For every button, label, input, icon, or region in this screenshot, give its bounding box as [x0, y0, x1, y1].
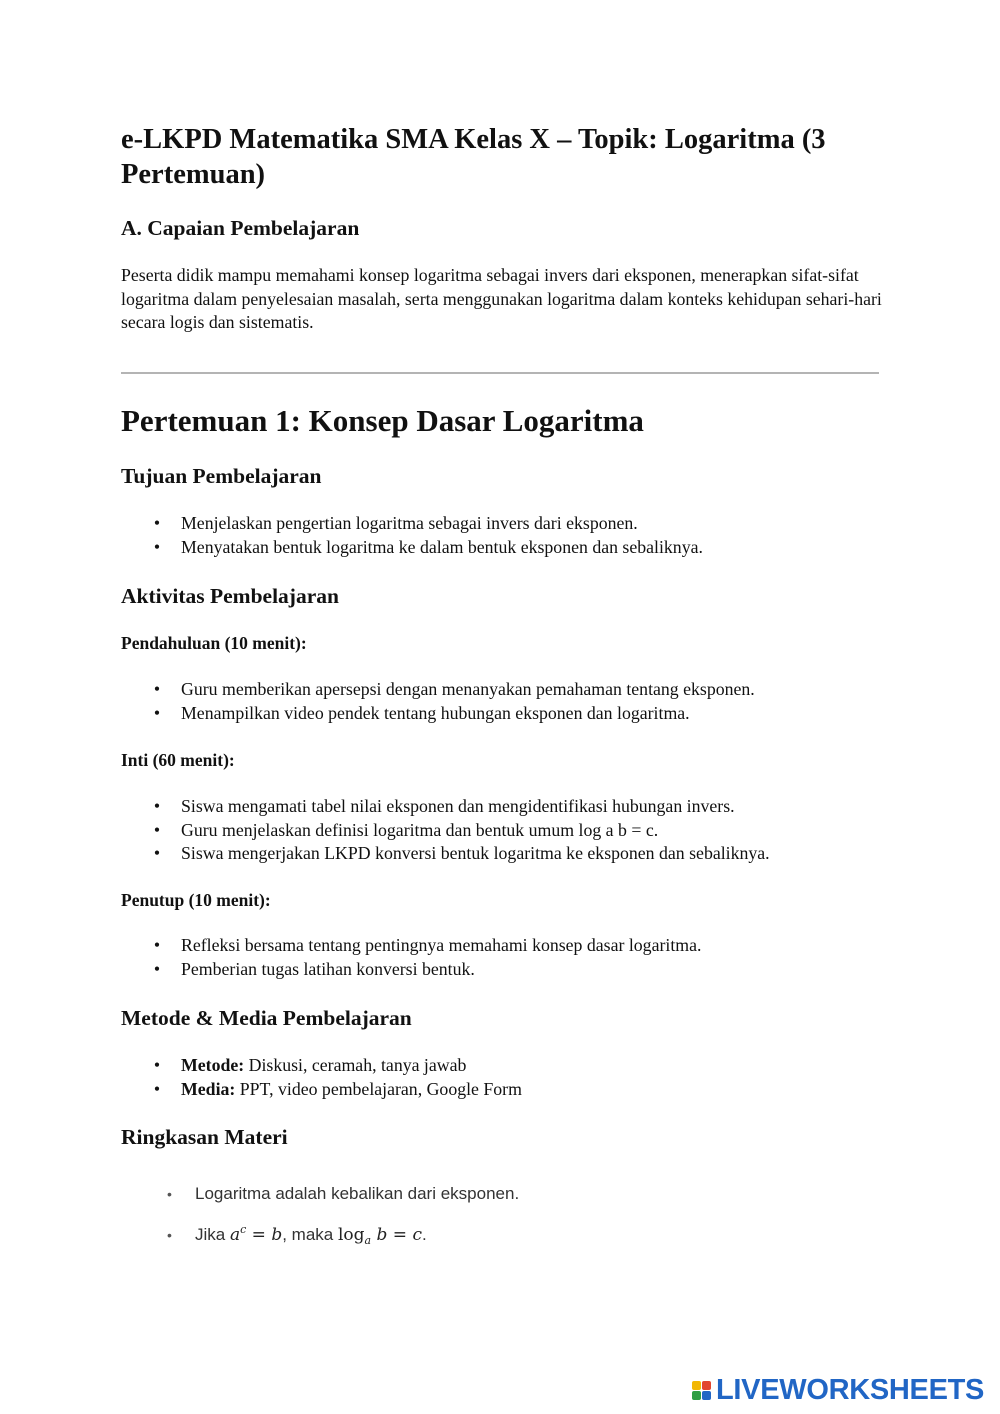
bullet-icon: • [153, 679, 161, 699]
list-item: • Guru memberikan apersepsi dengan menanyakan pemahaman tentang eksponen. [121, 678, 755, 702]
ringkasan-heading: Ringkasan Materi [121, 1125, 288, 1149]
list-item: • Guru menjelaskan definisi logaritma dan bentuk umum log a b = c. [121, 819, 770, 843]
metode-media-heading: Metode & Media Pembelajaran [121, 1006, 412, 1030]
ringkasan-item-2: • Jika $a^c = b$, maka $\log_a b = c$. [167, 1223, 427, 1247]
document-title: e-LKPD Matematika SMA Kelas X – Topik: Logaritma (3 Pertemuan) [121, 124, 826, 190]
bullet-icon: • [153, 796, 161, 816]
bullet-icon: • [153, 1055, 161, 1075]
list-item: • Menampilkan video pendek tentang hubungan eksponen dan logaritma. [121, 702, 755, 726]
capaian-paragraph: Peserta didik mampu memahami konsep logaritma sebagai invers dari eksponen, menerapkan sifat-sifat logaritma dalam penyelesaian masalah, serta menggunakan logaritma dalam konteks kehidupan sehari-hari secara logis dan sistematis. [121, 265, 882, 333]
aktivitas-heading: Aktivitas Pembelajaran [121, 584, 339, 608]
ringkasan-item-1: • Logaritma adalah kebalikan dari eksponen. [167, 1184, 520, 1203]
bullet-icon: • [167, 1186, 172, 1202]
formula-logarithm: $\log_a b = c$ [337, 1225, 422, 1247]
bullet-icon: • [153, 958, 161, 979]
penutup-heading: Penutup (10 menit): [121, 890, 271, 910]
liveworksheets-logo [692, 1373, 984, 1407]
tujuan-heading: Tujuan Pembelajaran [121, 464, 322, 488]
formula-exponent: $a^c = b$ [229, 1223, 283, 1245]
metode-label: Metode: [181, 1055, 245, 1075]
bullet-icon: • [153, 819, 161, 840]
section-a-heading: A. Capaian Pembelajaran [121, 216, 360, 240]
penutup-list [121, 934, 701, 981]
media-value: PPT, video pembelajaran, Google Form [235, 1078, 522, 1099]
list-item: • Pemberian tugas latihan konversi bentuk. [121, 958, 701, 982]
metode-value: Diskusi, ceramah, tanya jawab [244, 1055, 467, 1075]
bullet-icon: • [153, 513, 161, 533]
inti-list [121, 795, 770, 866]
list-item: • Menyatakan bentuk logaritma ke dalam bentuk eksponen dan sebaliknya. [121, 536, 703, 560]
horizontal-divider [121, 372, 879, 374]
logo-blocks-icon [692, 1381, 711, 1400]
metode-media-list [121, 1054, 522, 1101]
list-item: • Siswa mengamati tabel nilai eksponen dan mengidentifikasi hubungan invers. [121, 795, 770, 819]
bullet-icon: • [153, 843, 161, 863]
bullet-icon: • [153, 1078, 161, 1099]
bullet-icon: • [153, 702, 161, 723]
bullet-icon: • [153, 536, 161, 557]
list-item [121, 1078, 522, 1102]
bullet-icon: • [167, 1227, 172, 1243]
tujuan-list [121, 512, 703, 559]
meeting-1-heading: Pertemuan 1: Konsep Dasar Logaritma [121, 403, 644, 438]
list-item: • Menjelaskan pengertian logaritma sebagai invers dari eksponen. [121, 512, 703, 536]
pendahuluan-list [121, 678, 755, 725]
list-item: • Refleksi bersama tentang pentingnya memahami konsep dasar logaritma. [121, 934, 701, 958]
list-item [121, 1054, 522, 1078]
inti-heading: Inti (60 menit): [121, 750, 235, 770]
logo-text: LIVEWORKSHEETS [716, 1373, 985, 1406]
pendahuluan-heading: Pendahuluan (10 menit): [121, 633, 307, 653]
bullet-icon: • [153, 935, 161, 955]
media-label: Media: [181, 1078, 236, 1099]
list-item: • Siswa mengerjakan LKPD konversi bentuk logaritma ke eksponen dan sebaliknya. [121, 842, 770, 866]
